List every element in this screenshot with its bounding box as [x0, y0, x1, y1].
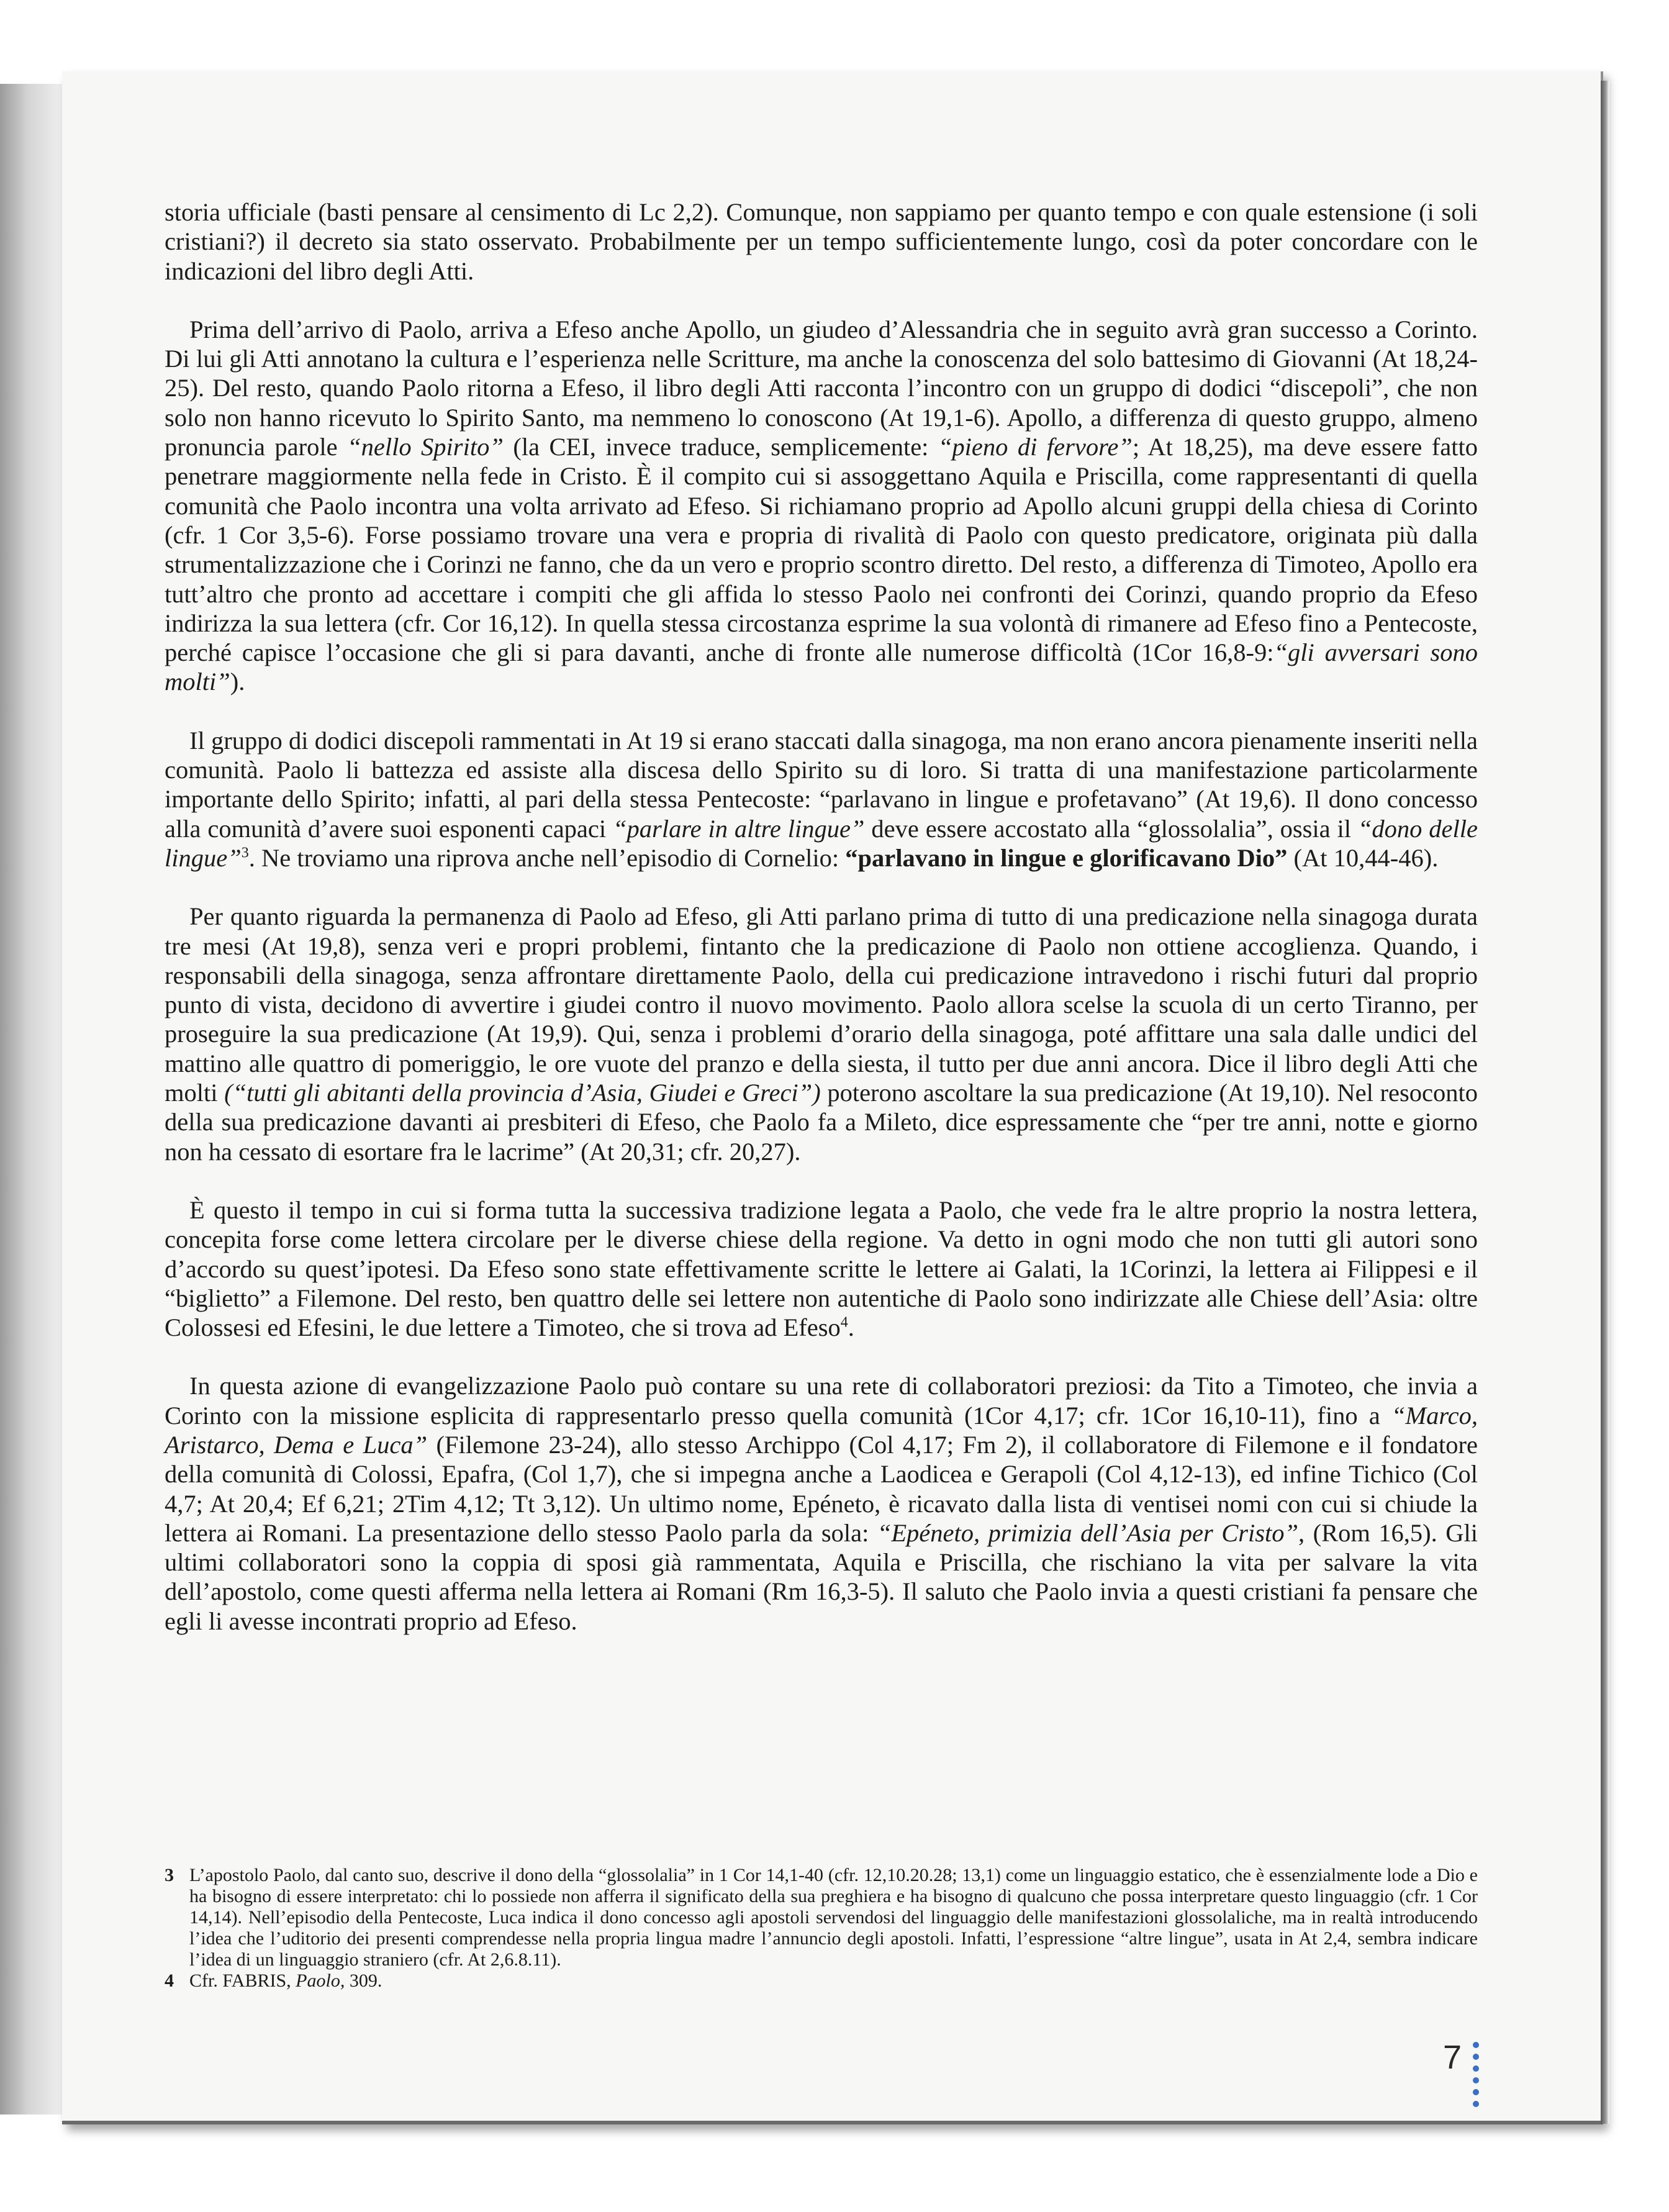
text-run: deve essere accostato alla “glossolalia”, ossia il — [864, 814, 1358, 843]
dot — [1473, 2054, 1479, 2060]
text-run: storia ufficiale (basti pensare al censimento di Lc 2,2). Comunque, non sappiamo per quanto tempo e con quale estensione (i soli cristiani?) il decreto sia stato osservato. Probabilmente per un tempo sufficientemente lungo, così da poter concordare con le indicazioni del libro degli Atti. — [165, 198, 1478, 285]
text-run: , (Rom 16,5). Gli ultimi collaboratori sono la coppia di sposi già rammentata, Aquila e Priscilla, che rischiano la vita per salvare la vita dell’apostolo, come questi afferma nella lettera ai Romani (Rm 16,3-5). Il saluto che Paolo invia a questi cristiani fa pensare che egli li avesse incontrati proprio ad Efeso. — [165, 1518, 1478, 1635]
footnote-text — [189, 1865, 1478, 1970]
text-run: Prima dell’arrivo di Paolo, arriva a Efeso anche Apollo, un giudeo d’Alessandria che in seguito avrà gran successo a Corinto. Di lui gli Atti annotano la cultura e l’esperienza nelle Scritture, ma anche la conoscenza del solo battesimo di Giovanni (At 18,24-25). Del resto, quando Paolo ritorna a Efeso, il libro degli Atti racconta l’incontro con un gruppo di dodici “discepoli”, che non solo non hanno ricevuto lo Spirito Santo, ma nemmeno lo conoscono (At 19,1-6). Apollo, a differenza di questo gruppo, almeno pronuncia parole — [165, 315, 1478, 461]
text-run: . — [848, 1313, 854, 1342]
text-run: 309. — [345, 1970, 382, 1991]
text-run: “Marco, Aristarco, Dema e Luca” — [165, 1401, 1478, 1459]
text-run: “gli avversari sono molti” — [165, 638, 1478, 696]
dot — [1473, 2077, 1479, 2083]
paragraph — [165, 315, 1478, 697]
page-number-dots-ornament — [1473, 2042, 1480, 2113]
text-run: . Ne troviamo una riprova anche nell’episodio di Cornelio: — [248, 843, 846, 872]
footnote-number: 3 — [165, 1865, 174, 1885]
paragraph — [165, 1371, 1478, 1636]
text-run: Cfr. FABRIS, — [189, 1970, 296, 1991]
paragraph — [165, 197, 1478, 286]
text-run: “dono delle lingue” — [165, 814, 1478, 872]
text-run: ). — [230, 668, 245, 696]
binding-shadow — [0, 84, 62, 2115]
text-run: “nello Spirito” — [347, 433, 504, 461]
text-run: (“tutti gli abitanti della provincia d’Asia, Giudei e Greci”) — [224, 1079, 821, 1107]
text-run: L’apostolo Paolo, dal canto suo, descrive il dono della “glossolalia” in 1 Cor 14,1-40 (cfr. 12,10.20.28; 13,1) come un linguaggio estatico, che è essenzialmente lode a Dio e ha bisogno di essere interpretato: chi lo possiede non afferra il significato della sua preghiera e ha bisogno di qualcuno che possa interpretare questo linguaggio (cfr. 1 Cor 14,14). Nell’episodio della Pentecoste, Luca indica il dono concesso agli apostoli servendosi del linguaggio delle manifestazioni glossolaliche, ma in realtà introducendo l’idea che l’uditorio dei presenti comprendesse nella propria lingua madre l’annuncio degli apostoli. Infatti, l’espressione “altre lingue”, usata in At 2,4, sembra indicare l’idea di un linguaggio straniero (cfr. At 2,6.8.11). — [189, 1865, 1478, 1970]
text-run: “Epéneto, primizia dell’Asia per Cristo” — [877, 1518, 1299, 1547]
dot — [1473, 2065, 1479, 2072]
text-run: Paolo, — [296, 1970, 345, 1991]
footnote — [165, 1970, 1478, 1992]
body-text — [165, 197, 1478, 1665]
dot — [1473, 2089, 1479, 2095]
footnote-text — [189, 1970, 1478, 1992]
footnotes — [165, 1865, 1478, 1992]
footnote-number: 4 — [165, 1970, 174, 1991]
page-number: 7 — [1443, 2039, 1462, 2076]
text-run: “parlavano in lingue e glorificavano Dio” — [845, 843, 1288, 872]
footnote-ref: 3 — [241, 845, 249, 861]
page-edge — [1601, 81, 1609, 2124]
dot — [1473, 2042, 1479, 2048]
text-run: poterono ascoltare la sua predicazione (At 19,10). Nel resoconto della sua predicazione davanti ai presbiteri di Efeso, che Paolo fa a Mileto, dice espressamente che “per tre anni, notte e giorno non ha cessato di esortare fra le lacrime” (At 20,31; cfr. 20,27). — [165, 1079, 1478, 1166]
text-run: Il gruppo di dodici discepoli rammentati in At 19 si erano staccati dalla sinagoga, ma non erano ancora pienamente inseriti nella comunità. Paolo li battezza ed assiste alla discesa dello Spirito su di loro. Si tratta di una manifestazione particolarmente importante dello Spirito; infatti, al pari della stessa Pentecoste: “parlavano in lingue e profetavano” (At 19,6). Il dono concesso alla comunità d’avere suoi esponenti capaci — [165, 726, 1478, 843]
text-run: È questo il tempo in cui si forma tutta la successiva tradizione legata a Paolo, che vede fra le altre proprio la nostra lettera, concepita forse come lettera circolare per le diverse chiese della regione. Va detto in ogni modo che non tutti gli autori sono d’accordo su quest’ipotesi. Da Efeso sono state effettivamente scritte le lettere ai Galati, la 1Corinzi, la lettera ai Filippesi e il “biglietto” a Filemone. Del resto, ben quattro delle sei lettere non autentiche di Paolo sono indirizzate alle Chiese dell’Asia: oltre Colossesi ed Efesini, le due lettere a Timoteo, che si trova ad Efeso — [165, 1195, 1478, 1342]
text-run: “pieno di fervore” — [938, 433, 1133, 461]
text-run: ; At 18,25), ma deve essere fatto penetrare maggiormente nella fede in Cristo. È il compito cui si assoggettano Aquila e Priscilla, come rappresentanti di quella comunità che Paolo incontra una volta arrivato ad Efeso. Si richiamano proprio ad Apollo alcuni gruppi della chiesa di Corinto (cfr. 1 Cor 3,5-6). Forse possiamo trovare una vera e propria di rivalità di Paolo con questo predicatore, originata più dalla strumentalizzazione che i Corinzi ne fanno, che da un vero e proprio scontro diretto. Del resto, a differenza di Timoteo, Apollo era tutt’altro che pronto ad accettare i compiti che gli affida lo stesso Paolo nei confronti dei Corinzi, quando proprio da Efeso indirizza la sua lettera (cfr. Cor 16,12). In quella stessa circostanza esprime la sua volontà di rimanere ad Efeso fino a Pentecoste, perché capisce l’occasione che gli si para davanti, anche di fronte alle numerose difficoltà (1Cor 16,8-9: — [165, 433, 1478, 667]
text-run: “parlare in altre lingue” — [613, 814, 865, 843]
text-run: (la CEI, invece traduce, semplicemente: — [503, 433, 938, 461]
footnote-ref: 4 — [840, 1314, 848, 1331]
text-run: (At 10,44-46). — [1287, 843, 1439, 872]
text-run: (Filemone 23-24), allo stesso Archippo (Col 4,17; Fm 2), il collaboratore di Filemone e il fondatore della comunità di Colossi, Epafra, (Col 1,7), che si impegna anche a Laodicea e Gerapoli (Col 4,12-13), ed infine Tichico (Col 4,7; At 20,4; Ef 6,21; 2Tim 4,12; Tt 3,12). Un ultimo nome, Epéneto, è ricavato dalla lista di ventisei nomi con cui si chiude la lettera ai Romani. La presentazione dello stesso Paolo parla da sola: — [165, 1430, 1478, 1547]
text-run: Per quanto riguarda la permanenza di Paolo ad Efeso, gli Atti parlano prima di tutto di una predicazione nella sinagoga durata tre mesi (At 19,8), senza veri e propri problemi, fintanto che la predicazione di Paolo non ottiene accoglienza. Quando, i responsabili della sinagoga, senza affrontare direttamente Paolo, della cui predicazione intravedono i rischi futuri dal proprio punto di vista, decidono di avvertire i giudei contro il nuovo movimento. Paolo allora scelse la scuola di un certo Tiranno, per proseguire la sua predicazione (At 19,9). Qui, senza i problemi d’orario della sinagoga, poté affittare una sala dalle undici del mattino alle quattro di pomeriggio, le ore vuote del pranzo e della siesta, il tutto per due anni ancora. Dice il libro degli Atti che molti — [165, 902, 1478, 1107]
text-run: In questa azione di evangelizzazione Paolo può contare su una rete di collaboratori preziosi: da Tito a Timoteo, che invia a Corinto con la missione esplicita di rappresentarlo presso quella comunità (1Cor 4,17; cfr. 1Cor 16,10-11), fino a — [165, 1372, 1478, 1430]
paragraph — [165, 726, 1478, 873]
footnote — [165, 1865, 1478, 1970]
paragraph — [165, 902, 1478, 1166]
dot — [1473, 2101, 1479, 2107]
paragraph — [165, 1195, 1478, 1342]
